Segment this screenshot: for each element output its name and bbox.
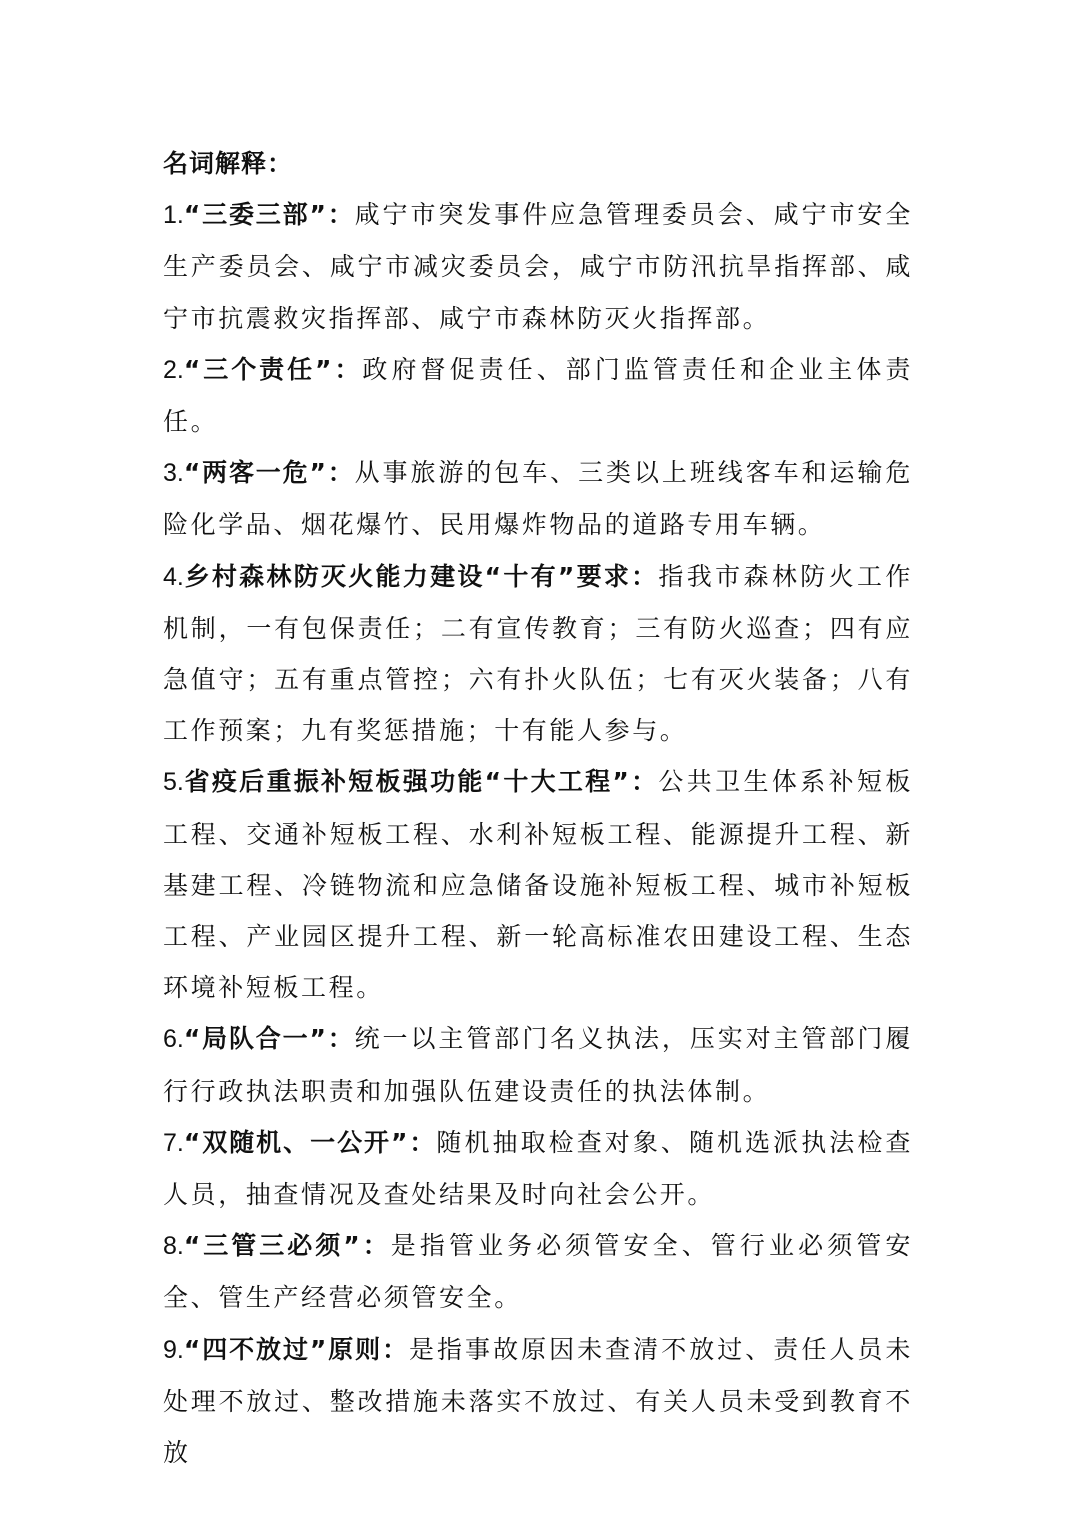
document-body xyxy=(163,138,913,1478)
entry-definition: 咸宁市突发事件应急管理委员会、咸宁市安全生产委员会、咸宁市减灾委员会，咸宁市防汛抗旱指挥部、咸宁市抗震救灾指挥部、咸宁市森林防灭火指挥部。 xyxy=(163,200,913,333)
entry-term: “两客一危”： xyxy=(183,458,355,488)
glossary-entry xyxy=(163,551,913,757)
entry-term: “三委三部”： xyxy=(183,200,355,230)
section-heading: 名词解释： xyxy=(163,149,294,178)
entry-definition: 统一以主管部门名义执法，压实对主管部门履行行政执法职责和加强队伍建设责任的执法体制。 xyxy=(163,1024,913,1106)
entry-definition: 政府督促责任、部门监管责任和企业主体责任。 xyxy=(163,354,913,436)
entry-number: 6. xyxy=(163,1025,184,1054)
entry-number: 1. xyxy=(163,201,184,230)
entry-number: 2. xyxy=(163,355,184,384)
entry-term: 乡村森林防灭火能力建设“十有”要求： xyxy=(183,561,659,591)
entry-definition: 从事旅游的包车、三类以上班线客车和运输危险化学品、烟花爆竹、民用爆炸物品的道路专用车辆。 xyxy=(163,458,913,540)
entry-term: “局队合一”： xyxy=(183,1024,355,1054)
entry-definition: 指我市森林防火工作机制，一有包保责任；二有宣传教育；三有防火巡查；四有应急值守；五有重点管控；六有扑火队伍；七有灭火装备；八有工作预案；九有奖惩措施；十有能人参与。 xyxy=(163,561,913,746)
entry-term: “三管三必须”： xyxy=(183,1231,391,1261)
glossary-entry xyxy=(163,447,913,550)
entry-term: “四不放过”原则： xyxy=(183,1334,410,1364)
entry-number: 4. xyxy=(163,562,184,591)
entry-number: 5. xyxy=(163,768,184,797)
entry-term: “双随机、一公开”： xyxy=(183,1127,437,1157)
entry-definition: 公共卫生体系补短板工程、交通补短板工程、水利补短板工程、能源提升工程、新基建工程、冷链物流和应急储备设施补短板工程、城市补短板工程、产业园区提升工程、新一轮高标准农田建设工程、生态环境补短板工程。 xyxy=(163,767,913,1003)
entry-definition: 是指事故原因未查清不放过、责任人员未处理不放过、整改措施未落实不放过、有关人员未受到教育不放 xyxy=(163,1334,913,1468)
glossary-entry xyxy=(163,1117,913,1220)
glossary-entry xyxy=(163,189,913,344)
glossary-entry xyxy=(163,344,913,447)
entry-term: “三个责任”： xyxy=(183,354,363,384)
entry-number: 3. xyxy=(163,459,184,488)
glossary-entry xyxy=(163,1324,913,1479)
entry-definition: 随机抽取检查对象、随机选派执法检查人员，抽查情况及查处结果及时向社会公开。 xyxy=(163,1127,913,1210)
entry-number: 7. xyxy=(163,1128,184,1157)
glossary-entry xyxy=(163,1220,913,1323)
glossary-entry xyxy=(163,756,913,1013)
entry-number: 8. xyxy=(163,1232,184,1261)
entry-definition: 是指管业务必须管安全、管行业必须管安全、管生产经营必须管安全。 xyxy=(163,1231,913,1313)
entry-term: 省疫后重振补短板强功能“十大工程”： xyxy=(183,767,659,797)
entry-number: 9. xyxy=(163,1335,184,1364)
glossary-entry xyxy=(163,1013,913,1116)
